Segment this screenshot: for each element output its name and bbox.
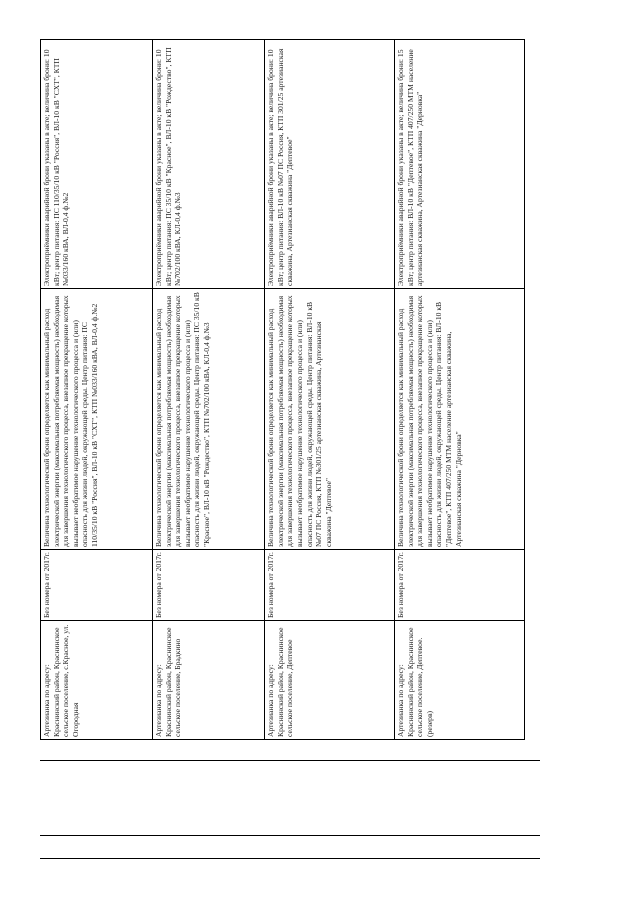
object-cell: Артезианка по адресу: Краснинский район, Краснинское сельское поселение, с.Красное, ул. Огородная bbox=[41, 621, 153, 740]
act-cell: Без номера от 2017г. bbox=[265, 550, 395, 621]
separator-line bbox=[40, 858, 540, 859]
tech-reserve-cell: Величина технологической брони определяется как минимальный расход электрической энергии (максимальная потребляемая мощность) необходимая для завершения технологического процесса, внезапное прекращение которых вызывает необратимое нарушение технологического процесса и (или) опасность для жизни людей, окружающей среды. Центр питания: ВЛ-10 кВ №07 ПС Россия, КТП №301/25 артезианская скважина, Артезианская скважина "Дептевое" bbox=[265, 289, 395, 550]
object-cell: Артезианка по адресу: Краснинский район, Краснинское сельское поселение, Дептевое. (резерв) bbox=[395, 621, 525, 740]
act-cell: Без номера от 2017г. bbox=[395, 550, 525, 621]
act-cell: Без номера от 2017г. bbox=[153, 550, 265, 621]
table-row bbox=[41, 40, 153, 740]
tech-reserve-cell: Величина технологической брони определяется как минимальный расход электрической энергии (максимальная потребляемая мощность) необходимая для завершения технологического процесса, внезапное прекращение которых вызывает необратимое нарушение технологического процесса и (или) опасность для жизни людей, окружающей среды. Центр питания: ПС 110/35/10 кВ "Россия", ВЛ-10 кВ "СХТ", КТП №033/160 кВА, ВЛ-0,4 ф.№2 bbox=[41, 289, 153, 550]
object-cell: Артезианка по адресу: Краснинский район, Краснинское сельское поселение, Брадкино bbox=[153, 621, 265, 740]
object-cell: Артезианка по адресу: Краснинский район, Краснинское сельское поселение, Дептевое bbox=[265, 621, 395, 740]
emergency-reserve-cell: Электроприёмники аварийной брони указаны в акте; величина брони: 10 кВт; центр питания: ПС 35/10 кВ "Красное", ВЛ-10 кВ "Рождество", КТП №702/100 кВА, КЛ-0,4 ф.№3 bbox=[153, 40, 265, 289]
rotated-table bbox=[40, 47, 525, 740]
reservation-table bbox=[40, 39, 525, 740]
emergency-reserve-cell: Электроприёмники аварийной брони указаны в акте; величина брони: 15 кВт; центр питания: ВЛ-10 кВ "Дептевое", КТП 407/250 МТМ население артезианская скважина, Артезианская скважина "Дерновка" bbox=[395, 40, 525, 289]
separator-line bbox=[40, 760, 540, 761]
table-row bbox=[395, 40, 525, 740]
table-row bbox=[153, 40, 265, 740]
tech-reserve-cell: Величина технологической брони определяется как минимальный расход электрической энергии (максимальная потребляемая мощность) необходимая для завершения технологического процесса, внезапное прекращение которых вызывает необратимое нарушение технологического процесса и (или) опасность для жизни людей, окружающей среды. Центр питания: ПС 35/10 кВ "Красное", ВЛ-10 кВ "Рождество", КТП №702/100 кВА, КЛ-0,4 ф.№3 bbox=[153, 289, 265, 550]
emergency-reserve-cell: Электроприёмники аварийной брони указаны в акте; величина брони: 10 кВт; центр питания: ВЛ-10 кВ №07 ПС Россия, КТП 301/25 артезианская скважина, Артезианская скважина "Дептевое" bbox=[265, 40, 395, 289]
act-cell: Без номера от 2017г. bbox=[41, 550, 153, 621]
emergency-reserve-cell: Электроприёмники аварийной брони указаны в акте; величина брони: 10 кВт; центр питания: ПС 110/35/10 кВ "Россия", ВЛ-10 кВ "СХТ", КТП №033/160 кВА, ВЛ-0,4 ф.№2 bbox=[41, 40, 153, 289]
separator-line bbox=[40, 835, 540, 836]
tech-reserve-cell: Величина технологической брони определяется как минимальный расход электрической энергии (максимальная потребляемая мощность) необходимая для завершения технологического процесса, внезапное прекращение которых вызывает необратимое нарушение технологического процесса и (или) опасность для жизни людей, окружающей среды. Центр питания: ВЛ-10 кВ "Дептевое", КТП 407/250 МТМ население артезианская скважина, Артезианская скважина "Дерновка" bbox=[395, 289, 525, 550]
table-row bbox=[265, 40, 395, 740]
